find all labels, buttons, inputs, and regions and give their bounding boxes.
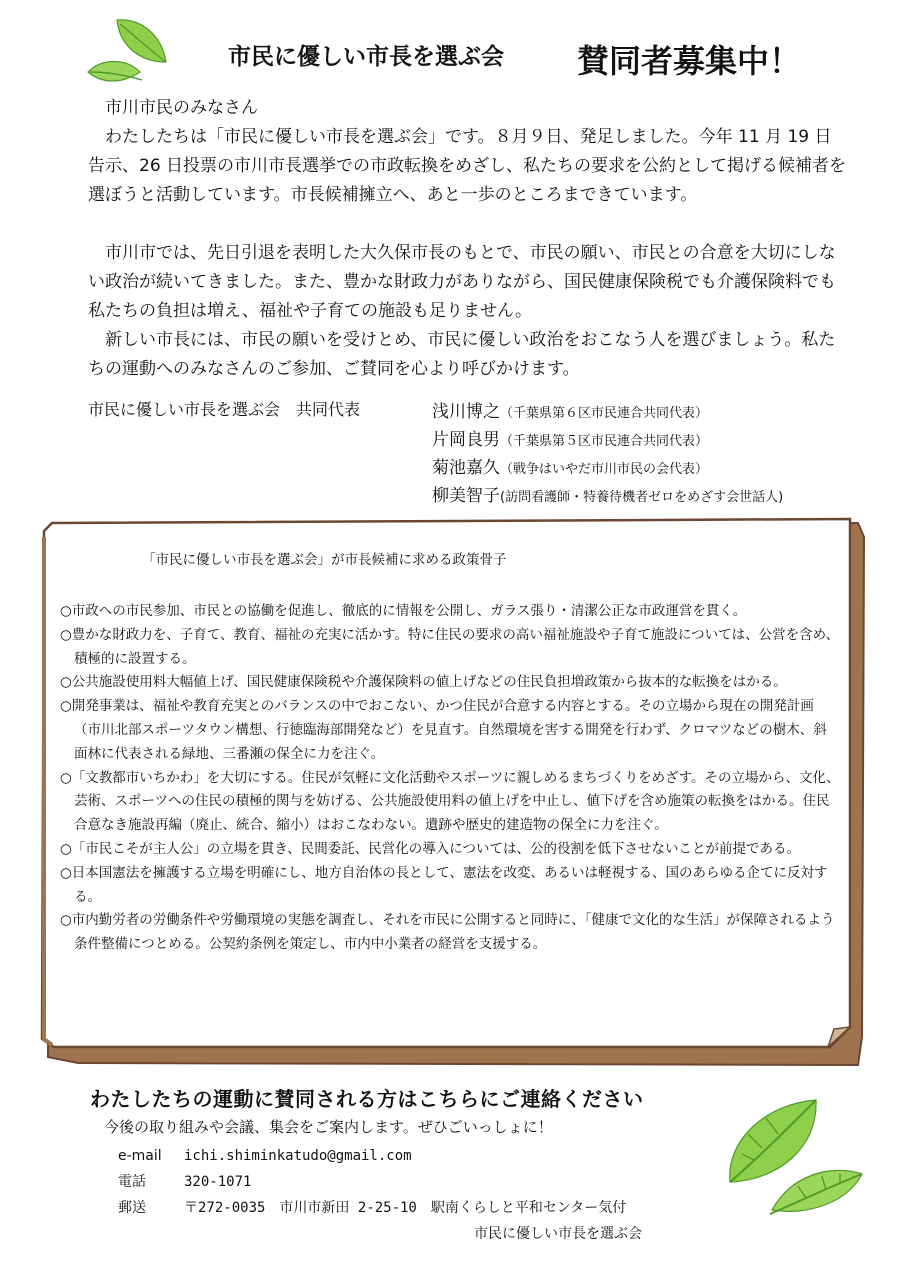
- email-row: [118, 1143, 642, 1169]
- representative-row: [432, 397, 708, 422]
- recruitment-headline: 賛同者募集中！: [577, 42, 802, 80]
- policy-item: ○豊かな財政力を、子育て、教育、福祉の充実に活かす。特に住民の要求の高い福祉施設や子育て施設については、公営を含め、積極的に設置する。: [60, 626, 840, 667]
- greeting: 市川市民のみなさん: [105, 98, 258, 118]
- representative-role: （戦争はいやだ市川市民の会代表）: [500, 462, 709, 477]
- phone-row: [118, 1169, 642, 1195]
- signature: 市民に優しい市長を選ぶ会: [474, 1226, 642, 1242]
- policy-item: ○市内勤労者の労働条件や労働環境の実態を調査し、それを市民に公開すると同時に、「健康で文化的な生活」が保障されるよう条件整備につとめる。公契約条例を策定し、市内中小業者の経営を支援する。: [60, 912, 835, 953]
- representatives-label: 市民に優しい市長を選ぶ会 共同代表: [88, 400, 361, 419]
- representative-row: [432, 425, 708, 450]
- representative-role: （千葉県第６区市民連合共同代表）: [500, 406, 709, 421]
- representative-role: (訪問看護師・特養待機者ゼロをめざす会世話人): [500, 490, 784, 505]
- phone-label: 電話: [118, 1174, 146, 1190]
- representative-row: [432, 481, 783, 506]
- policy-item: ○「市民こそが主人公」の立場を貫き、民間委託、民営化の導入については、公的役割を低下させないことが前提である。: [60, 840, 800, 857]
- policy-list: [60, 600, 840, 957]
- mail-row: [118, 1195, 642, 1221]
- representative-name: 浅川博之: [432, 402, 500, 422]
- representative-name: 片岡良男: [432, 430, 500, 450]
- policy-item: ○開発事業は、福祉や教育充実とのバランスの中でおこない、かつ住民が合意する内容とする。その立場から現在の開発計画（市川北部スポーツタウン構想、行徳臨海部開発など）を見直す。自然環境を害する開発を行わず、クロマツなどの樹木、斜面林に代表される緑地、三番瀬の保全に力を注ぐ。: [60, 698, 827, 762]
- contact-heading: わたしたちの運動に賛同される方はこちらにご連絡ください: [90, 1087, 644, 1111]
- intro-paragraph-2: 市川市では、先日引退を表明した大久保市長のもとで、市民の願い、市民との合意を大切にしない政治が続いてきました。また、豊かな財政力がありながら、国民健康保険税でも介護保険料でも私たちの負担は増え、福祉や子育ての施設も足りません。: [88, 243, 836, 321]
- policy-item: ○市政への市民参加、市民との協働を促進し、徹底的に情報を公開し、ガラス張り・清潔公正な市政運営を貫く。: [60, 603, 747, 619]
- representative-name: 菊池嘉久: [432, 458, 500, 478]
- policy-section: [60, 548, 840, 957]
- intro-paragraph-3: 新しい市長には、市民の願いを受けとめ、市民に優しい政治をおこなう人を選びましょう。私たちの運動へのみなさんのご参加、ご賛同を心より呼びかけます。: [88, 330, 836, 379]
- intro-text: [88, 94, 848, 384]
- policy-item: ○「文教都市いちかわ」を大切にする。住民が気軽に文化活動やスポーツに親しめるまちづくりをめざす。その立場から、文化、芸術、スポーツへの住民の積極的関与を妨げる、公共施設使用料の値上げを中止し、値下げを含め施策の転換をはかる。住民合意なき施設再編（廃止、統合、縮小）はおこなわない。遺跡や歴史的建造物の保全に力を注ぐ。: [60, 769, 840, 834]
- mail-label: 郵送: [118, 1200, 146, 1216]
- email-link[interactable]: ichi.shiminkatudo@gmail.com: [184, 1148, 412, 1164]
- phone-number: 320-1071: [184, 1174, 252, 1190]
- postal-address: 〒272-0035 市川市新田 2-25-10 駅南くらしと平和センター気付: [184, 1200, 627, 1216]
- leaf-decoration-top: [82, 14, 182, 94]
- email-label: e-mail: [118, 1148, 162, 1164]
- policy-item: ○公共施設使用料大幅値上げ、国民健康保険税や介護保険料の値上げなどの住民負担増政策から抜本的な転換をはかる。: [60, 674, 787, 691]
- representative-name: 柳美智子: [432, 486, 500, 506]
- contact-details: [118, 1143, 642, 1247]
- policy-item: ○日本国憲法を擁護する立場を明確にし、地方自治体の長として、憲法を改変、あるいは軽視する、国のあらゆる企てに反対する。: [60, 864, 828, 905]
- organization-title: 市民に優しい市長を選ぶ会: [228, 44, 504, 70]
- representative-row: [432, 453, 708, 478]
- intro-paragraph-1: わたしたちは「市民に優しい市長を選ぶ会」です。８月９日、発足しました。今年 11 月 19 日告示、26 日投票の市川市長選挙での市政転換をめざし、私たちの要求を公約として掲げる候補者を選ぼうと活動しています。市長候補擁立へ、あと一歩のところまできています。: [88, 127, 847, 205]
- representative-role: （千葉県第５区市民連合共同代表）: [500, 434, 709, 449]
- contact-subheading: 今後の取り組みや会議、集会をご案内します。ぜひごいっしょに！: [104, 1118, 553, 1136]
- leaf-decoration-bottom: [722, 1094, 872, 1229]
- policy-title: 「市民に優しい市長を選ぶ会」が市長候補に求める政策骨子: [142, 552, 507, 568]
